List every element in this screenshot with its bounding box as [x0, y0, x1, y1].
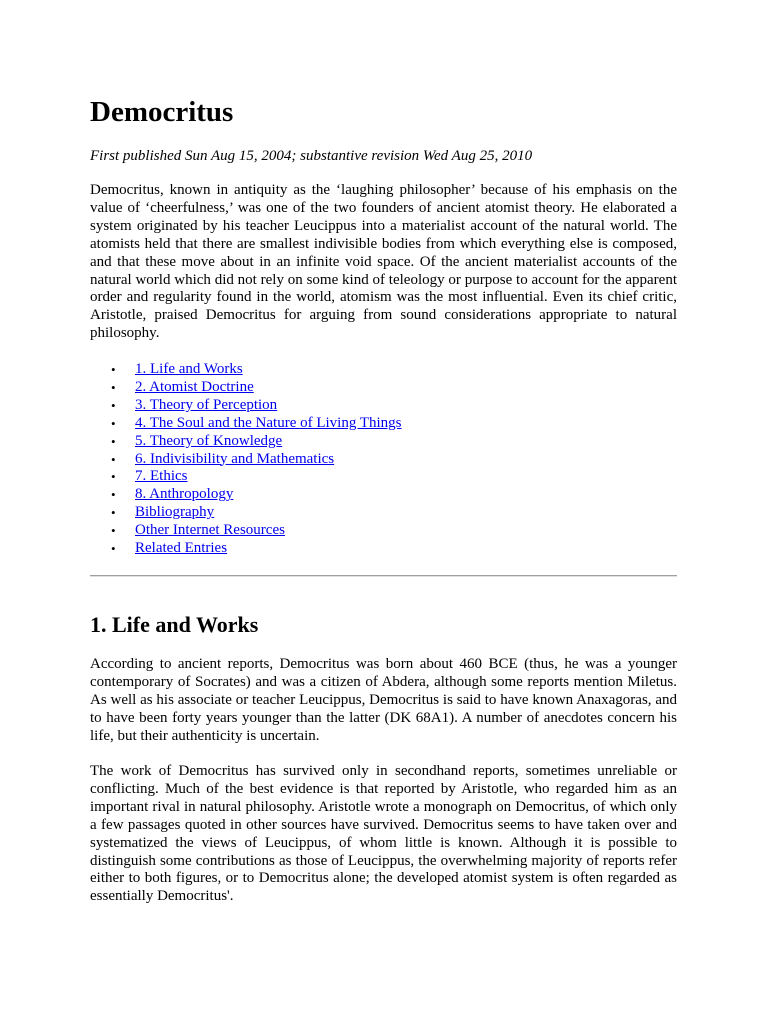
section-divider: [90, 575, 677, 577]
toc-link-atomist-doctrine[interactable]: 2. Atomist Doctrine: [135, 378, 254, 395]
bullet-icon: •: [111, 505, 116, 521]
bullet-icon: •: [111, 487, 116, 503]
toc-link-indivisibility-and-mathematics[interactable]: 6. Indivisibility and Mathematics: [135, 450, 335, 467]
bullet-icon: •: [111, 379, 116, 395]
toc-link-soul-and-living-things[interactable]: 4. The Soul and the Nature of Living Things: [135, 414, 402, 431]
bullet-icon: •: [111, 523, 116, 539]
toc-item-other-internet-resources: [111, 522, 402, 540]
life-and-works-paragraph-1: According to ancient reports, Democritus was born about 460 BCE (thus, he was a younger contemporary of Socrates) and was a citizen of Abdera, although some reports mention Miletus. As well as his associate or teacher Leucippus, Democritus is said to have known Anaxagoras, and to have been forty years younger than the latter (DK 68A1). A number of anecdotes concern his life, but their authenticity is uncertain.: [90, 656, 677, 744]
publication-info: First published Sun Aug 15, 2004; substantive revision Wed Aug 25, 2010: [90, 148, 533, 164]
bullet-icon: •: [111, 362, 116, 377]
toc-link-other-internet-resources[interactable]: Other Internet Resources: [135, 522, 285, 539]
life-and-works-paragraph-2: The work of Democritus has survived only in secondhand reports, sometimes unreliable or conflicting. Much of the best evidence is that reported by Aristotle, who regarded him as an important rival in natural philosophy. Aristotle wrote a monograph on Democritus, of which only a few passages quoted in other sources have survived. Democritus seems to have taken over and systematized the views of Leucippus, of whom little is known. Although it is possible to distinguish some contributions as those of Leucippus, the overwhelming majority of reports refer either to both figures, or to Democritus alone; the developed atomist system is often regarded as essentially Democritus'.: [90, 763, 677, 905]
toc-link-life-and-works[interactable]: 1. Life and Works: [135, 361, 243, 377]
page-title: Democritus: [90, 96, 234, 128]
intro-paragraph: Democritus, known in antiquity as the ‘laughing philosopher’ because of his emphasis on the value of ‘cheerfulness,’ was one of the two founders of ancient atomist theory. He elaborated a system originated by his teacher Leucippus into a materialist account of the natural world. The atomists held that there are smallest indivisible bodies from which everything else is composed, and that these move about in an infinite void space. Of the ancient materialist accounts of the natural world which did not rely on some kind of teleology or purpose to account for the apparent order and regularity found in the world, atomism was the most influential. Even its chief critic, Aristotle, praised Democritus for arguing from sound considerations appropriate to natural philosophy.: [90, 182, 677, 342]
toc-item-life-and-works: [111, 361, 402, 379]
toc-link-related-entries[interactable]: Related Entries: [135, 540, 228, 557]
bullet-icon: •: [111, 397, 116, 413]
toc-item-soul-and-living-things: [111, 414, 402, 433]
toc-item-theory-of-perception: [111, 396, 402, 415]
toc-link-theory-of-knowledge[interactable]: 5. Theory of Knowledge: [135, 432, 283, 449]
bullet-icon: •: [111, 433, 116, 449]
bullet-icon: •: [111, 469, 116, 485]
toc-link-bibliography[interactable]: Bibliography: [135, 504, 215, 521]
toc-item-bibliography: [111, 504, 402, 522]
bullet-icon: •: [111, 541, 116, 557]
toc-link-ethics[interactable]: 7. Ethics: [135, 468, 188, 485]
table-of-contents: [111, 361, 402, 558]
toc-link-theory-of-perception[interactable]: 3. Theory of Perception: [135, 396, 278, 413]
toc-item-atomist-doctrine: [111, 378, 402, 397]
toc-item-related-entries: [111, 540, 402, 558]
toc-item-ethics: [111, 468, 402, 486]
toc-item-indivisibility-and-mathematics: [111, 450, 402, 469]
bullet-icon: •: [111, 451, 116, 467]
section-heading-life-and-works: 1. Life and Works: [90, 612, 259, 637]
bullet-icon: •: [111, 415, 116, 431]
toc-item-theory-of-knowledge: [111, 432, 402, 451]
toc-item-anthropology: [111, 486, 402, 504]
toc-link-anthropology[interactable]: 8. Anthropology: [135, 486, 234, 503]
